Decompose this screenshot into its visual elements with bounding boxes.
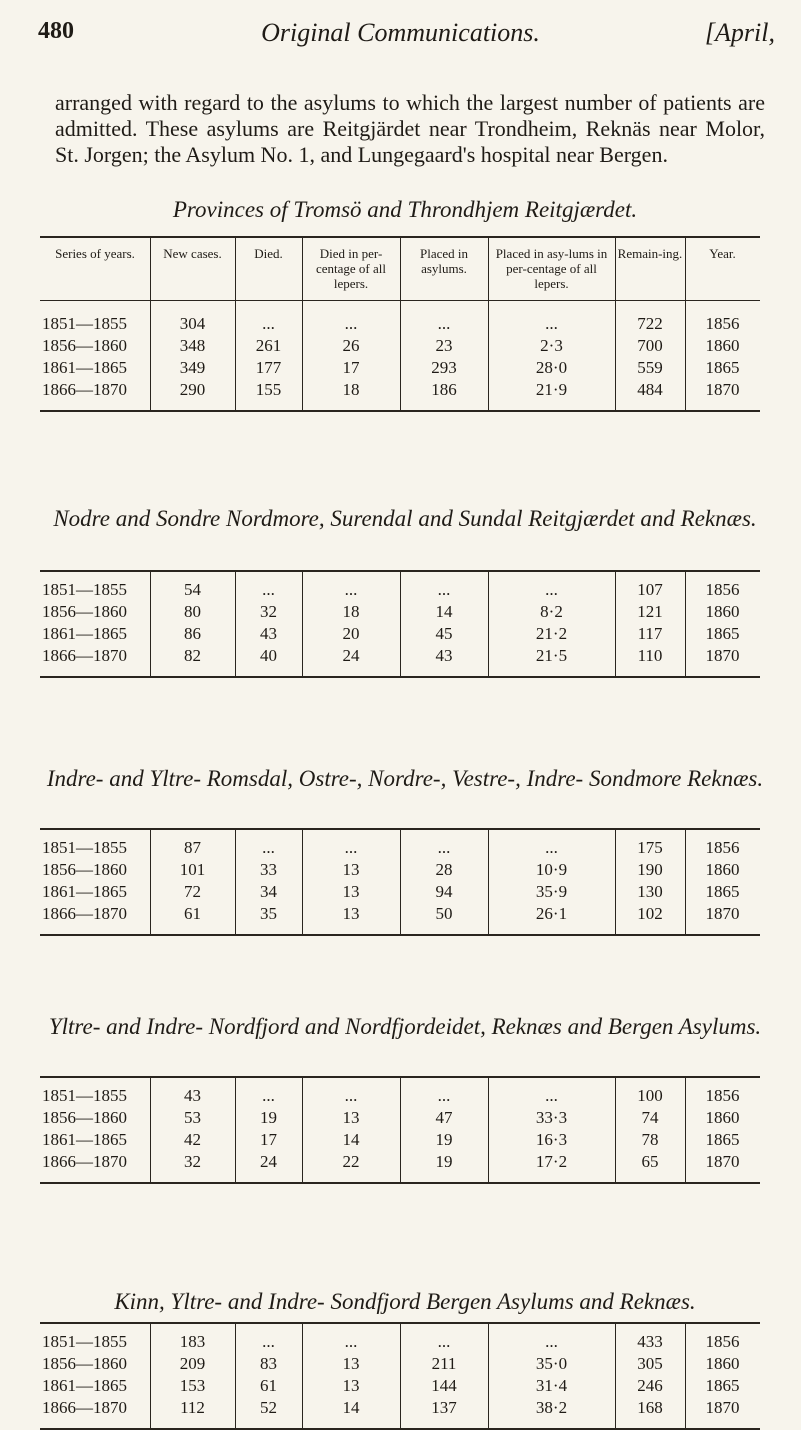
- column-divider: [488, 1076, 489, 1182]
- column-header: Died in per-centage of all lepers.: [315, 246, 386, 291]
- table-cell: 348: [179, 336, 206, 355]
- table-cell: 1856: [705, 580, 740, 599]
- table-cell: 26: [342, 336, 360, 355]
- table-cell: 144: [431, 1376, 457, 1395]
- table-cell: ...: [545, 580, 558, 599]
- table-cell: 20: [342, 624, 360, 643]
- table-cell: ...: [437, 838, 451, 857]
- column-divider: [150, 1076, 151, 1182]
- column-divider: [488, 828, 489, 934]
- table-cell: 2·3: [540, 336, 563, 355]
- table-cell: 155: [255, 380, 282, 399]
- column-divider: [400, 570, 401, 676]
- table-cell: 209: [179, 1354, 206, 1373]
- table-cell: ...: [437, 1086, 451, 1105]
- table-cell: 1856: [705, 314, 740, 333]
- table-cell: 13: [342, 1108, 360, 1127]
- table-cell: 349: [179, 358, 206, 377]
- table-cell: 1865: [705, 358, 740, 377]
- table-cell: ...: [344, 1086, 358, 1105]
- column-divider: [685, 570, 686, 676]
- table-cell: 31·4: [535, 1376, 568, 1395]
- column-divider: [685, 1076, 686, 1182]
- table-cell: 74: [641, 1108, 659, 1127]
- table-caption: Yltre- and Indre- Nordfjord and Nordfjordeidet, Reknæs and Bergen Asylums.: [48, 1014, 762, 1039]
- table-cell: 61: [260, 1376, 277, 1395]
- table-cell: 13: [342, 882, 360, 901]
- table-cell: 22: [342, 1152, 360, 1171]
- column-divider: [235, 1322, 236, 1428]
- column-divider: [235, 1076, 236, 1182]
- data-table: [40, 570, 760, 676]
- table-cell: 177: [255, 358, 282, 377]
- series-cell: 1851—1855: [42, 1086, 127, 1105]
- table-cell: 13: [342, 1354, 360, 1373]
- page-header: [0, 0, 801, 60]
- table-cell: 19: [260, 1108, 277, 1127]
- table-cell: 35: [260, 904, 277, 923]
- table-cell: 18: [342, 380, 360, 399]
- table-cell: 1856: [705, 1332, 740, 1351]
- series-cell: 1851—1855: [42, 1332, 127, 1351]
- table-cell: 168: [637, 1398, 663, 1417]
- series-cell: 1856—1860: [42, 1354, 127, 1373]
- table-cell: 24: [260, 1152, 277, 1171]
- table-cell: 24: [342, 646, 360, 665]
- column-divider: [685, 828, 686, 934]
- table-cell: 137: [431, 1398, 457, 1417]
- column-divider: [685, 236, 686, 410]
- table-cell: 45: [435, 624, 453, 643]
- column-header: Placed in asy-lums in per-centage of all lepers.: [495, 246, 608, 291]
- table-caption: Indre- and Yltre- Romsdal, Ostre-, Nordre-, Vestre-, Indre- Sondmore Reknæs.: [46, 766, 764, 791]
- column-divider: [400, 1076, 401, 1182]
- column-divider: [488, 1322, 489, 1428]
- table-cell: 40: [260, 646, 277, 665]
- table-bottom-rule: [40, 410, 760, 412]
- series-cell: 1851—1855: [42, 580, 127, 599]
- table-cell: 17·2: [535, 1152, 568, 1171]
- table-caption: Nodre and Sondre Nordmore, Surendal and Sundal Reitgjærdet and Reknæs.: [53, 506, 757, 531]
- series-cell: 1851—1855: [42, 838, 127, 857]
- table-cell: 175: [637, 838, 663, 857]
- table-cell: 61: [184, 904, 201, 923]
- table-cell: 433: [637, 1332, 663, 1351]
- series-cell: 1861—1865: [42, 358, 127, 377]
- table-cell: 700: [637, 336, 663, 355]
- table-cell: 1865: [705, 882, 740, 901]
- column-divider: [615, 828, 616, 934]
- column-divider: [302, 1322, 303, 1428]
- column-divider: [615, 1322, 616, 1428]
- table-cell: ...: [344, 580, 358, 599]
- table-cell: ...: [545, 838, 558, 857]
- table-cell: ...: [437, 580, 451, 599]
- table-cell: 35·0: [535, 1354, 568, 1373]
- table-cell: 1860: [705, 1354, 740, 1373]
- table-cell: 17: [260, 1130, 277, 1149]
- table-bottom-rule: [40, 934, 760, 936]
- series-cell: 1861—1865: [42, 1130, 127, 1149]
- data-table: [40, 1322, 760, 1428]
- table-cell: 43: [184, 1086, 201, 1105]
- table-cell: 1865: [705, 1130, 740, 1149]
- table-cell: 21·9: [535, 380, 568, 399]
- table-cell: 1860: [705, 602, 740, 621]
- table-cell: 211: [431, 1354, 457, 1373]
- table-cell: 43: [435, 646, 453, 665]
- table-cell: 100: [637, 1086, 663, 1105]
- table-cell: 86: [184, 624, 201, 643]
- table-cell: 1870: [705, 1152, 740, 1171]
- table-cell: 13: [342, 904, 360, 923]
- table-cell: ...: [545, 314, 558, 333]
- column-header: Placed in asylums.: [419, 246, 468, 276]
- column-divider: [302, 570, 303, 676]
- table-cell: 50: [435, 904, 453, 923]
- running-month: [April,: [704, 18, 775, 47]
- table-cell: 10·9: [535, 860, 568, 879]
- table-cell: 117: [637, 624, 663, 643]
- column-divider: [400, 236, 401, 410]
- table-cell: ...: [437, 314, 451, 333]
- data-table: [40, 1076, 760, 1182]
- table-cell: 23: [435, 336, 453, 355]
- series-cell: 1861—1865: [42, 624, 127, 643]
- column-divider: [400, 1322, 401, 1428]
- series-cell: 1861—1865: [42, 882, 127, 901]
- table-cell: 186: [431, 380, 457, 399]
- data-table: [40, 828, 760, 934]
- table-cell: 1865: [705, 624, 740, 643]
- column-header: Series of years.: [55, 246, 135, 261]
- table-cell: 28: [435, 860, 453, 879]
- table-cell: 54: [184, 580, 201, 599]
- table-cell: 112: [180, 1398, 205, 1417]
- table-cell: 1860: [705, 1108, 740, 1127]
- column-header: Year.: [709, 246, 736, 261]
- table-cell: ...: [344, 314, 358, 333]
- table-cell: 722: [637, 314, 663, 333]
- table-caption: Provinces of Tromsö and Throndhjem Reitgjærdet.: [172, 197, 638, 222]
- series-cell: 1856—1860: [42, 860, 127, 879]
- column-header: Remain-ing.: [617, 246, 683, 261]
- table-cell: 484: [637, 380, 663, 399]
- table-cell: 107: [637, 580, 663, 599]
- table-cell: 261: [255, 336, 282, 355]
- intro-paragraph: [55, 90, 765, 168]
- column-divider: [488, 570, 489, 676]
- column-header: Died.: [254, 246, 283, 261]
- table-cell: 28·0: [535, 358, 568, 377]
- table-bottom-rule: [40, 1182, 760, 1184]
- column-divider: [150, 828, 151, 934]
- table-cell: 83: [260, 1354, 277, 1373]
- column-divider: [302, 828, 303, 934]
- table-cell: 32: [184, 1152, 201, 1171]
- data-table: [40, 236, 760, 410]
- table-cell: 13: [342, 1376, 360, 1395]
- table-cell: 18: [342, 602, 360, 621]
- table-cell: 14: [342, 1130, 360, 1149]
- table-cell: 21·5: [535, 646, 568, 665]
- page-number: 480: [38, 18, 74, 44]
- column-divider: [150, 236, 151, 410]
- table-caption: Kinn, Yltre- and Indre- Sondfjord Bergen Asylums and Reknæs.: [114, 1289, 696, 1314]
- table-cell: 42: [184, 1130, 201, 1149]
- table-cell: 43: [260, 624, 277, 643]
- table-cell: 14: [342, 1398, 360, 1417]
- table-cell: 1870: [705, 904, 740, 923]
- series-cell: 1861—1865: [42, 1376, 127, 1395]
- column-divider: [615, 570, 616, 676]
- table-cell: 19: [435, 1130, 453, 1149]
- series-cell: 1866—1870: [42, 646, 127, 665]
- table-cell: 17: [342, 358, 360, 377]
- series-cell: 1856—1860: [42, 1108, 127, 1127]
- table-cell: ...: [344, 1332, 358, 1351]
- table-cell: 21·2: [535, 624, 568, 643]
- table-cell: 153: [179, 1376, 206, 1395]
- table-cell: 293: [431, 358, 457, 377]
- table-cell: 121: [637, 602, 663, 621]
- column-divider: [235, 570, 236, 676]
- column-header: New cases.: [163, 246, 222, 261]
- table-cell: 183: [179, 1332, 206, 1351]
- table-cell: 1870: [705, 1398, 740, 1417]
- column-divider: [488, 236, 489, 410]
- series-cell: 1866—1870: [42, 1152, 127, 1171]
- table-cell: 1856: [705, 838, 740, 857]
- table-cell: 1860: [705, 860, 740, 879]
- table-cell: 52: [260, 1398, 277, 1417]
- series-cell: 1866—1870: [42, 904, 127, 923]
- table-cell: 304: [179, 314, 206, 333]
- intro-text: arranged with regard to the asylums to which the largest number of patients are admitted. These asylums are Reitgjärdet near Trondheim, Reknäs near Molor, St. Jorgen; the Asylum No. 1, and Lungegaard's hospital near Bergen.: [55, 90, 765, 167]
- column-divider: [685, 1322, 686, 1428]
- column-divider: [302, 1076, 303, 1182]
- table-cell: ...: [262, 838, 275, 857]
- series-cell: 1866—1870: [42, 1398, 127, 1417]
- table-cell: ...: [545, 1086, 558, 1105]
- table-cell: 1856: [705, 1086, 740, 1105]
- column-divider: [235, 236, 236, 410]
- table-cell: 38·2: [535, 1398, 568, 1417]
- table-cell: 94: [435, 882, 453, 901]
- table-cell: 190: [637, 860, 663, 879]
- table-cell: ...: [545, 1332, 558, 1351]
- table-cell: 102: [637, 904, 663, 923]
- table-cell: 14: [435, 602, 453, 621]
- column-divider: [235, 828, 236, 934]
- table-cell: 26·1: [535, 904, 568, 923]
- table-cell: 82: [184, 646, 201, 665]
- table-cell: ...: [262, 1086, 275, 1105]
- series-cell: 1851—1855: [42, 314, 127, 333]
- table-cell: 1865: [705, 1376, 740, 1395]
- table-cell: 1870: [705, 646, 740, 665]
- table-cell: ...: [344, 838, 358, 857]
- table-cell: 1860: [705, 336, 740, 355]
- table-bottom-rule: [40, 676, 760, 678]
- table-cell: 72: [184, 882, 201, 901]
- table-cell: 290: [179, 380, 206, 399]
- table-cell: 33: [260, 860, 277, 879]
- column-divider: [150, 1322, 151, 1428]
- table-cell: 1870: [705, 380, 740, 399]
- table-cell: 246: [637, 1376, 663, 1395]
- table-cell: ...: [262, 1332, 275, 1351]
- table-cell: 16·3: [535, 1130, 568, 1149]
- table-cell: 305: [637, 1354, 663, 1373]
- table-cell: 559: [637, 358, 663, 377]
- table-cell: 53: [184, 1108, 201, 1127]
- table-cell: 8·2: [540, 602, 563, 621]
- table-cell: 130: [637, 882, 663, 901]
- table-cell: 13: [342, 860, 360, 879]
- table-cell: 87: [184, 838, 201, 857]
- table-cell: 32: [260, 602, 277, 621]
- table-cell: 47: [435, 1108, 453, 1127]
- column-divider: [400, 828, 401, 934]
- running-title: Original Communications.: [261, 18, 540, 47]
- column-divider: [302, 236, 303, 410]
- column-divider: [150, 570, 151, 676]
- column-divider: [615, 236, 616, 410]
- table-cell: 80: [184, 602, 201, 621]
- series-cell: 1856—1860: [42, 602, 127, 621]
- table-cell: 33·3: [535, 1108, 568, 1127]
- table-cell: ...: [437, 1332, 451, 1351]
- table-cell: 78: [641, 1130, 659, 1149]
- column-divider: [615, 1076, 616, 1182]
- series-cell: 1866—1870: [42, 380, 127, 399]
- table-cell: 65: [641, 1152, 659, 1171]
- table-cell: 101: [179, 860, 206, 879]
- series-cell: 1856—1860: [42, 336, 127, 355]
- table-cell: 34: [260, 882, 277, 901]
- table-cell: 35·9: [535, 882, 568, 901]
- table-cell: ...: [262, 580, 275, 599]
- table-cell: ...: [262, 314, 275, 333]
- table-cell: 110: [637, 646, 663, 665]
- table-cell: 19: [435, 1152, 453, 1171]
